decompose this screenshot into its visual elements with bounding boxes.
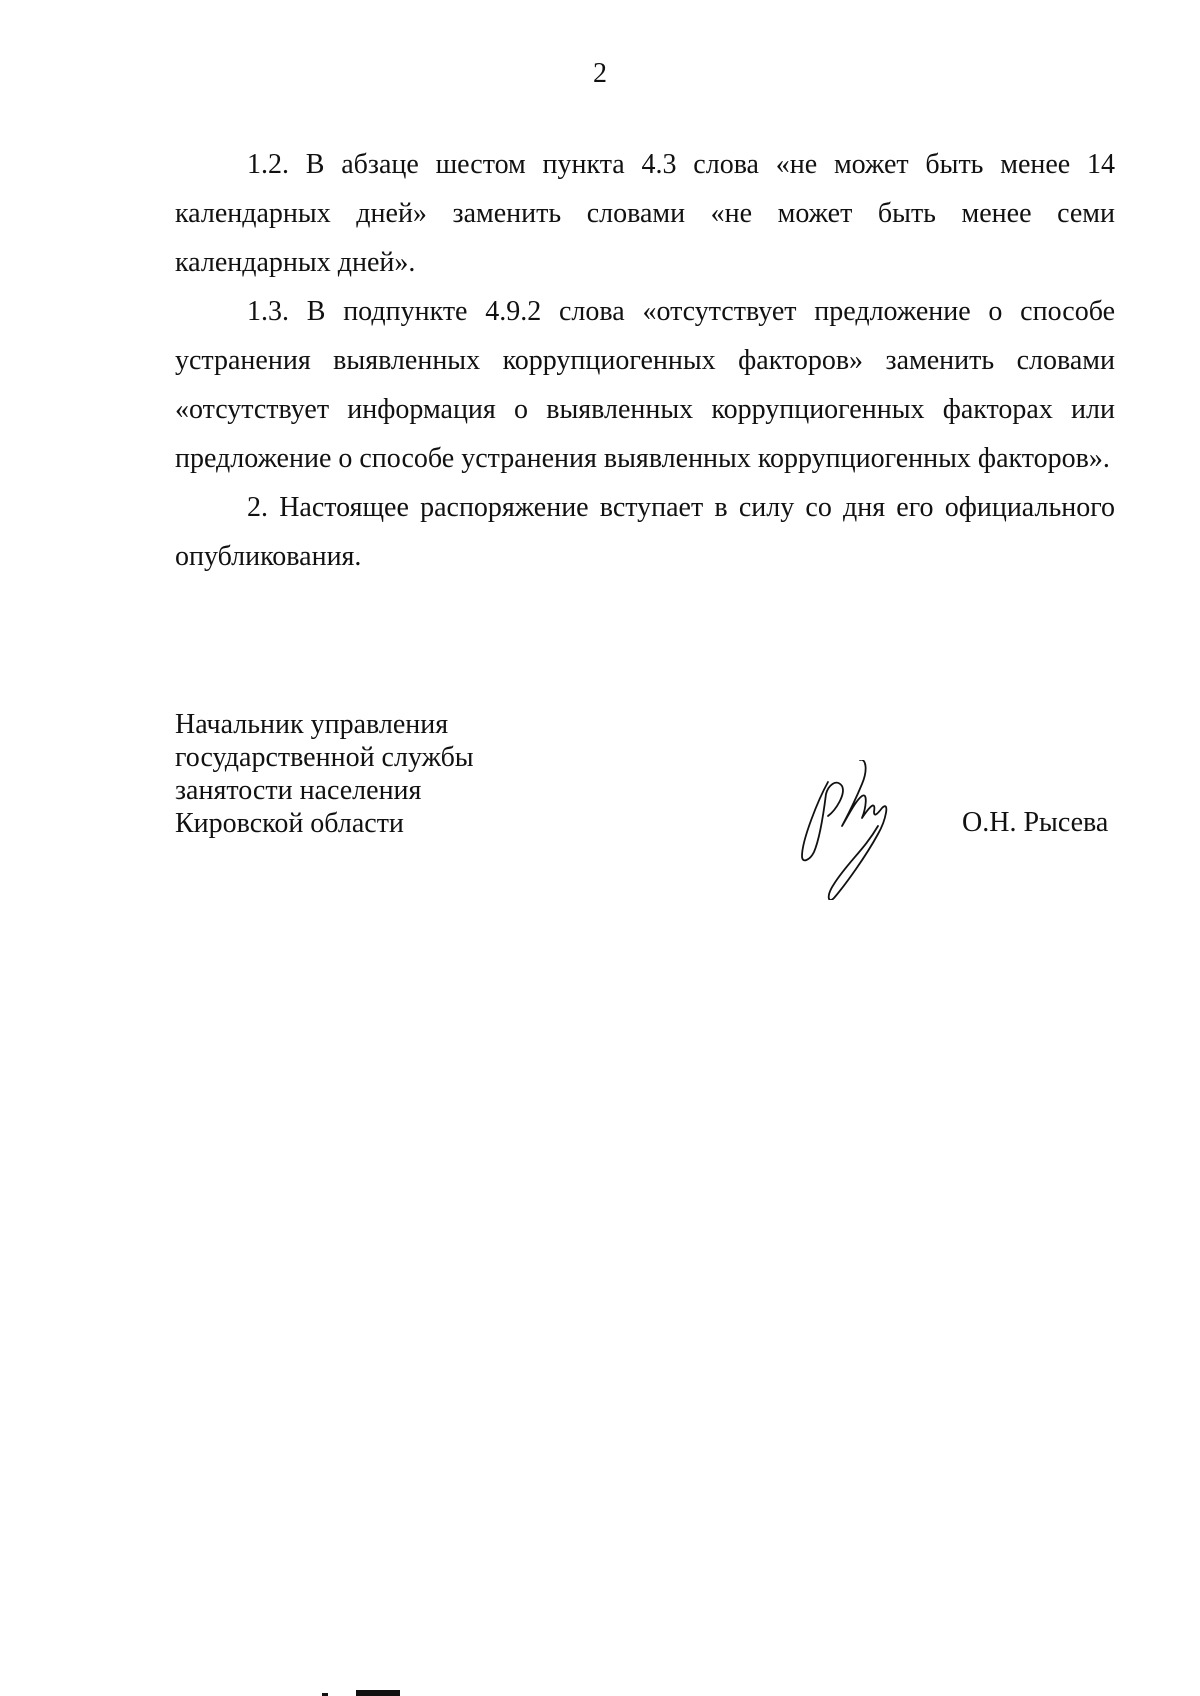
signatory-title-line: государственной службы <box>175 742 474 773</box>
paragraph-1-3: 1.3. В подпункте 4.9.2 слова «отсутствует предложение о способе устранения выявленных коррупциогенных факторов» заменить словами «отсутствует информация о выявленных коррупциогенных факторах или предложение о способе устранения выявленных коррупциогенных факторов». <box>175 296 1115 474</box>
scan-artifact <box>322 1690 432 1696</box>
paragraph-2: 2. Настоящее распоряжение вступает в силу со дня его официального опубликования. <box>175 492 1115 572</box>
signatory-title <box>175 708 474 840</box>
signatory-title-line: Кировской области <box>175 808 404 839</box>
signatory-title-line: Начальник управления <box>175 709 449 740</box>
page-number: 2 <box>593 58 607 89</box>
signatory-title-line: занятости населения <box>175 775 422 806</box>
paragraph-1-2: 1.2. В абзаце шестом пункта 4.3 слова «не может быть менее 14 календарных дней» заменить словами «не может быть менее семи календарных дней». <box>175 149 1115 278</box>
signatory-name: О.Н. Рысева <box>962 807 1109 838</box>
document-body <box>175 140 1115 581</box>
handwritten-signature <box>790 760 930 900</box>
